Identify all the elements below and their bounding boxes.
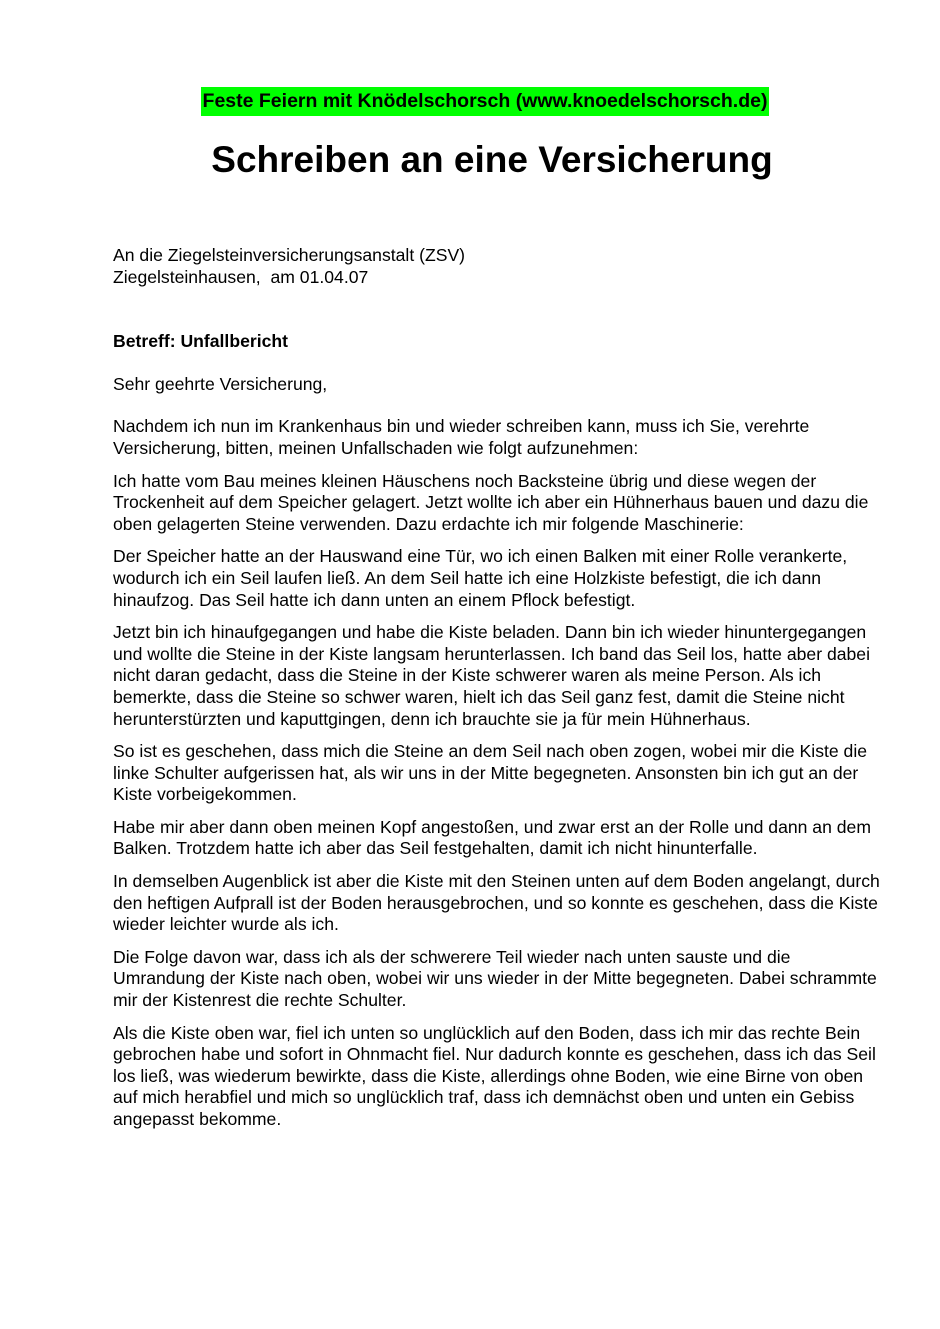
recipient-address <box>113 245 883 288</box>
letter-paragraph: Jetzt bin ich hinaufgegangen und habe die Kiste beladen. Dann bin ich wieder hinuntergegangen und wollte die Steine in der Kiste langsam herunterlassen. Ich band das Seil los, hatte aber dabei nicht daran gedacht, dass die Steine in der Kiste schwerer waren als meine Person. Als ich bemerkte, dass die Steine so schwer waren, hielt ich das Seil ganz fest, damit die Steine nicht herunterstürzten und kaputtgingen, denn ich brauchte sie ja für mein Hühnerhaus. <box>113 622 871 729</box>
letter-paragraph: So ist es geschehen, dass mich die Steine an dem Seil nach oben zogen, wobei mir die Kiste die linke Schulter aufgerissen hat, als wir uns in der Mitte begegneten. Ansonsten bin ich gut an der Kiste vorbeigekommen. <box>113 741 868 805</box>
letter-paragraph: Nachdem ich nun im Krankenhaus bin und wieder schreiben kann, muss ich Sie, verehrte Versicherung, bitten, meinen Unfallschaden wie folgt aufzunehmen: <box>113 416 810 458</box>
letter-paragraph: Die Folge davon war, dass ich als der schwerere Teil wieder nach unten sauste und die Umrandung der Kiste nach oben, wobei wir uns wieder in der Mitte begegneten. Dabei schrammte mir der Kistenrest die rechte Schulter. <box>113 946 877 1011</box>
letter-paragraph: Der Speicher hatte an der Hauswand eine Tür, wo ich einen Balken mit einer Rolle verankerte, wodurch ich ein Seil laufen ließ. An dem Seil hatte ich eine Holzkiste befestigt, die ich dann hinaufzog. Das Seil hatte ich dann unten an einem Pflock befestigt. <box>113 546 848 610</box>
letter-greeting: Sehr geehrte Versicherung, <box>113 373 328 394</box>
letter-paragraph: In demselben Augenblick ist aber die Kiste mit den Steinen unten auf dem Boden angelangt, durch den heftigen Aufprall ist der Boden herausgebrochen, und so konnte es geschehen, dass die Kiste wieder leichter wurde als ich. <box>113 871 880 935</box>
address-line-recipient: An die Ziegelsteinversicherungsanstalt (ZSV) <box>113 245 466 265</box>
letter-paragraph: Als die Kiste oben war, fiel ich unten so unglücklich auf den Boden, dass ich mir das rechte Bein gebrochen habe und sofort in Ohnmacht fiel. Nur dadurch konnte es geschehen, dass ich das Seil los ließ, was wiederum bewirkte, dass die Kiste, allerdings ohne Boden, wie eine Birne von oben auf mich herabfiel und mich so unglücklich traf, dass ich demnächst oben und unten ein Gebiss angepasst bekomme. <box>113 1022 876 1129</box>
page-title: Schreiben an eine Versicherung <box>211 139 773 180</box>
site-banner: Feste Feiern mit Knödelschorsch (www.knoedelschorsch.de) <box>201 87 770 116</box>
letter-paragraph: Habe mir aber dann oben meinen Kopf angestoßen, und zwar erst an der Rolle und dann an dem Balken. Trotzdem hatte ich aber das Seil festgehalten, damit ich nicht hinunterfalle. <box>113 816 871 859</box>
letter-body <box>113 245 883 1131</box>
banner-container <box>0 87 940 116</box>
address-line-place-date: Ziegelsteinhausen, am 01.04.07 <box>113 266 369 287</box>
letter-paragraph: Ich hatte vom Bau meines kleinen Häuschens noch Backsteine übrig und diese wegen der Trockenheit auf dem Speicher gelagert. Jetzt wollte ich aber ein Hühnerhaus bauen und dazu die oben gelagerten Steine verwenden. Dazu erdachte ich mir folgende Maschinerie: <box>113 470 869 534</box>
letter-subject: Betreff: Unfallbericht <box>113 331 288 352</box>
